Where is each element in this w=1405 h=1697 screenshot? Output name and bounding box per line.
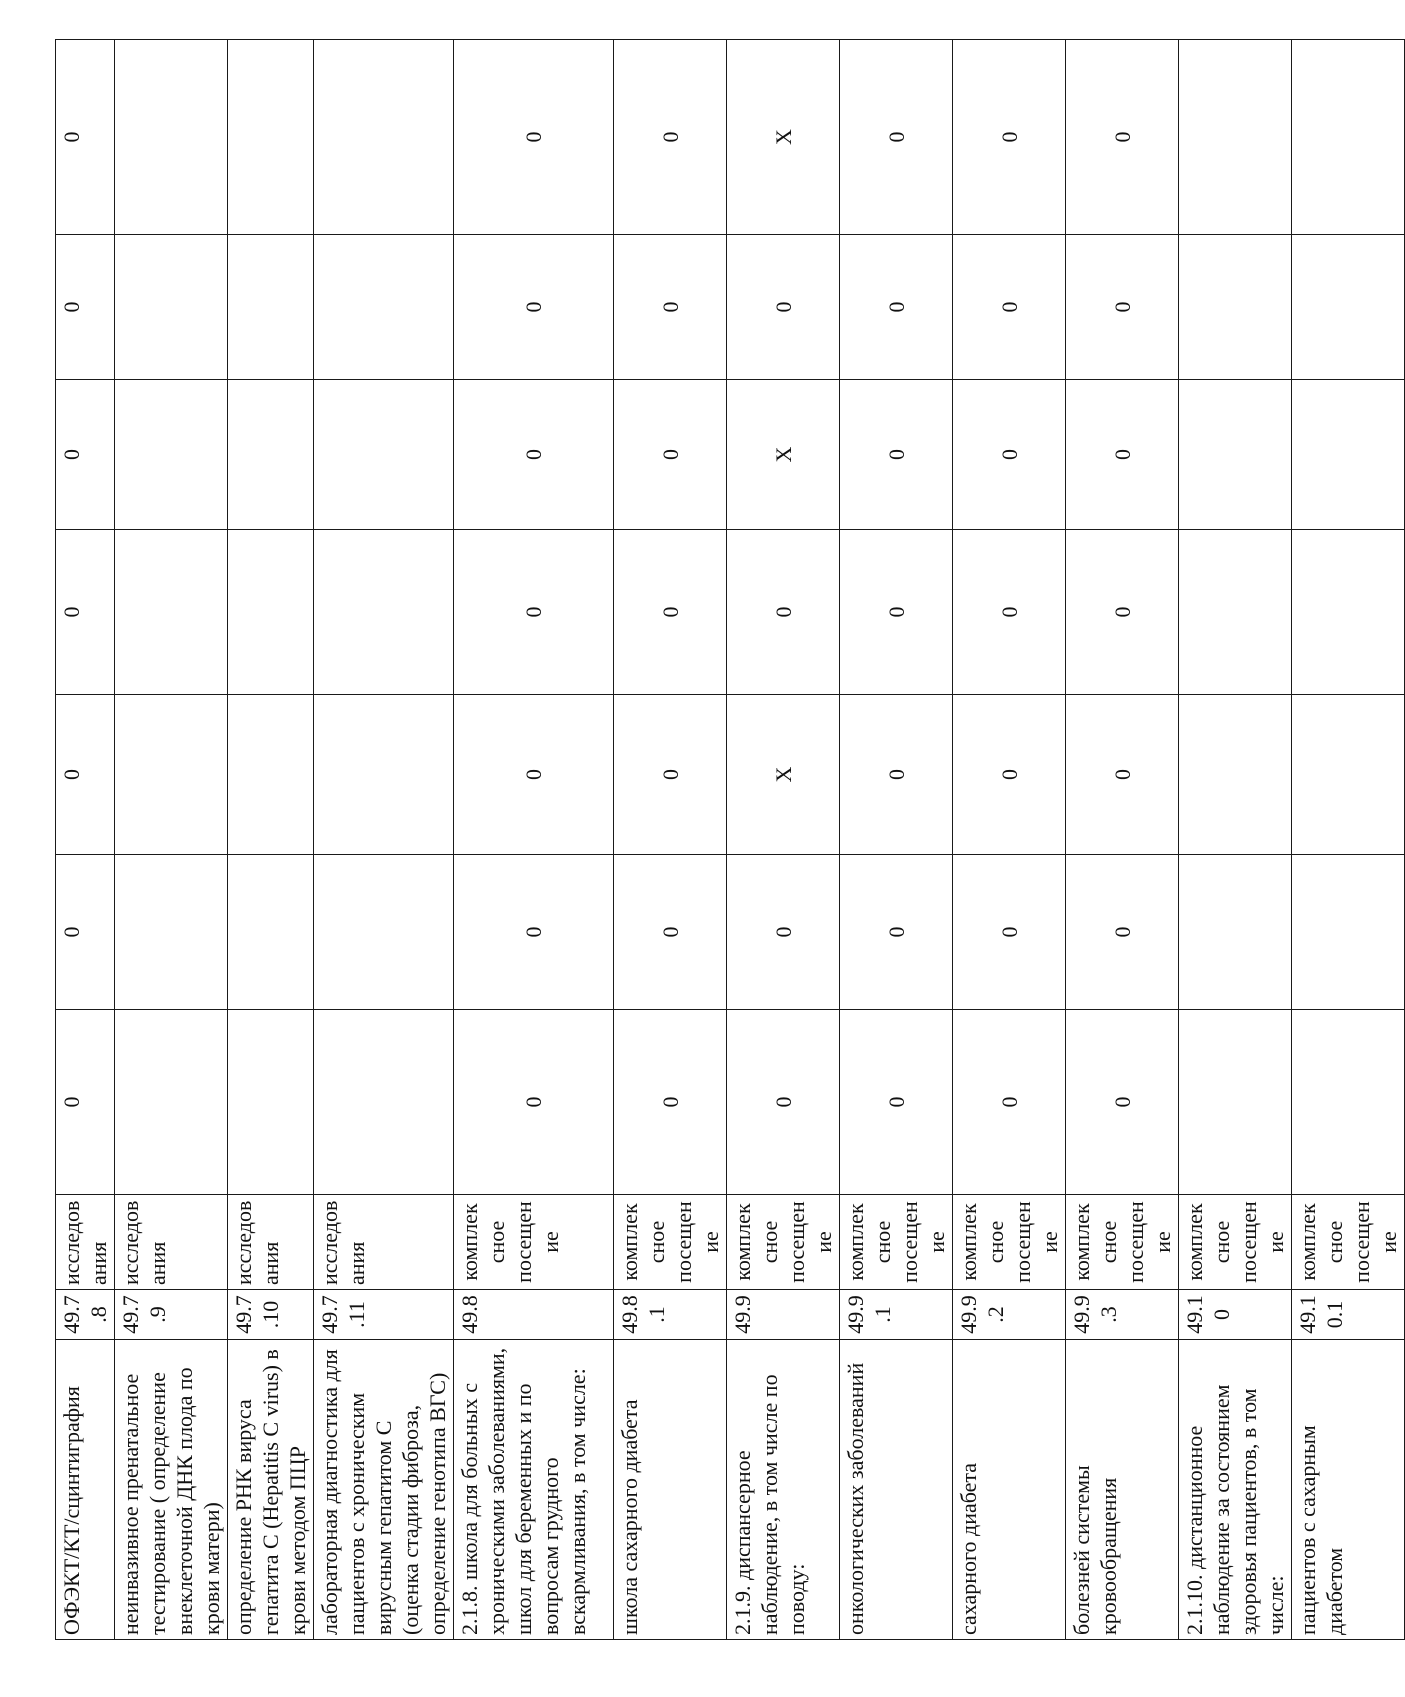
value-cell: 0: [454, 1010, 614, 1195]
value-cell: [1179, 855, 1292, 1010]
value-cell: [228, 530, 314, 695]
table-row: [228, 40, 314, 1640]
value-cell: [1292, 380, 1405, 530]
table-row: [1179, 40, 1292, 1640]
value-cell: 0: [840, 530, 953, 695]
value-cell: 0: [840, 380, 953, 530]
value-cell: 0: [727, 1010, 840, 1195]
value-cell: 0: [953, 855, 1066, 1010]
scanned-sheet: [55, 40, 1401, 1640]
value-cell: 0: [1066, 1010, 1179, 1195]
value-cell: 0: [953, 530, 1066, 695]
row-unit: исследования: [115, 1195, 228, 1290]
value-cell: [314, 530, 454, 695]
value-cell: 0: [1066, 530, 1179, 695]
table-row: [314, 40, 454, 1640]
value-cell: 0: [614, 530, 727, 695]
row-name: 2.1.10. дистанционное наблюдение за состоянием здоровья пациентов, в том числе:: [1179, 1340, 1292, 1640]
row-unit: комплексное посещение: [727, 1195, 840, 1290]
row-code: 49.9: [727, 1290, 840, 1340]
row-name: 2.1.9. диспансерное наблюдение, в том числе по поводу:: [727, 1340, 840, 1640]
value-cell: [314, 235, 454, 380]
row-unit: исследования: [314, 1195, 454, 1290]
value-cell: [1179, 530, 1292, 695]
value-cell: 0: [953, 235, 1066, 380]
value-cell: X: [727, 380, 840, 530]
row-unit: комплексное посещение: [840, 1195, 953, 1290]
value-cell: 0: [1066, 855, 1179, 1010]
table-row: [614, 40, 727, 1640]
value-cell: 0: [454, 235, 614, 380]
value-cell: 0: [454, 855, 614, 1010]
table-row: [1292, 40, 1405, 1640]
row-name: сахарного диабета: [953, 1340, 1066, 1640]
value-cell: 0: [1066, 40, 1179, 235]
row-code: 49.10.1: [1292, 1290, 1405, 1340]
value-cell: 0: [56, 855, 115, 1010]
value-cell: 0: [953, 695, 1066, 855]
value-cell: [115, 695, 228, 855]
value-cell: 0: [953, 1010, 1066, 1195]
table-row: [840, 40, 953, 1640]
row-unit: комплексное посещение: [1179, 1195, 1292, 1290]
value-cell: [115, 530, 228, 695]
row-name: определение РНК вируса гепатита С (Hepatitis C virus) в крови методом ПЦР: [228, 1340, 314, 1640]
table-row: [1066, 40, 1179, 1640]
value-cell: [1292, 855, 1405, 1010]
value-cell: [1292, 530, 1405, 695]
row-name: болезней системы кровообращения: [1066, 1340, 1179, 1640]
value-cell: X: [727, 40, 840, 235]
row-code: 49.9.2: [953, 1290, 1066, 1340]
value-cell: 0: [454, 40, 614, 235]
table-row: [115, 40, 228, 1640]
value-cell: 0: [614, 380, 727, 530]
value-cell: 0: [614, 1010, 727, 1195]
value-cell: 0: [56, 1010, 115, 1195]
value-cell: [1179, 1010, 1292, 1195]
value-cell: [314, 380, 454, 530]
value-cell: [115, 40, 228, 235]
row-unit: комплексное посещение: [953, 1195, 1066, 1290]
value-cell: 0: [1066, 235, 1179, 380]
value-cell: 0: [56, 695, 115, 855]
row-code: 49.10: [1179, 1290, 1292, 1340]
value-cell: 0: [614, 235, 727, 380]
value-cell: [228, 380, 314, 530]
value-cell: 0: [727, 855, 840, 1010]
row-unit: исследования: [56, 1195, 115, 1290]
value-cell: 0: [1066, 695, 1179, 855]
table-row: [727, 40, 840, 1640]
value-cell: [115, 380, 228, 530]
value-cell: 0: [454, 695, 614, 855]
value-cell: 0: [56, 380, 115, 530]
value-cell: 0: [840, 40, 953, 235]
value-cell: [1292, 1010, 1405, 1195]
row-name: лабораторная диагностика для пациентов с хроническим вирусным гепатитом С (оценка стадии фиброза, определение генотипа ВГС): [314, 1340, 454, 1640]
row-code: 49.8.1: [614, 1290, 727, 1340]
row-unit: комплексное посещение: [1292, 1195, 1405, 1290]
value-cell: 0: [953, 40, 1066, 235]
table-row: [56, 40, 115, 1640]
value-cell: 0: [454, 530, 614, 695]
row-code: 49.9.3: [1066, 1290, 1179, 1340]
value-cell: [314, 695, 454, 855]
value-cell: 0: [727, 530, 840, 695]
row-name: неинвазивное пренатальное тестирование ( определение внеклеточной ДНК плода по крови матери): [115, 1340, 228, 1640]
row-name: ОФЭКТ/КТ/сцинтиграфия: [56, 1340, 115, 1640]
value-cell: 0: [1066, 380, 1179, 530]
value-cell: 0: [840, 695, 953, 855]
value-cell: [314, 855, 454, 1010]
value-cell: [228, 855, 314, 1010]
value-cell: [228, 1010, 314, 1195]
value-cell: 0: [840, 235, 953, 380]
row-code: 49.7.9: [115, 1290, 228, 1340]
value-cell: [1179, 695, 1292, 855]
row-code: 49.7.11: [314, 1290, 454, 1340]
row-name: онкологических заболеваний: [840, 1340, 953, 1640]
value-cell: 0: [454, 380, 614, 530]
value-cell: 0: [953, 380, 1066, 530]
row-code: 49.8: [454, 1290, 614, 1340]
row-name: 2.1.8. школа для больных с хроническими заболеваниями, школ для беременных и по вопросам грудного вскармливания, в том числе:: [454, 1340, 614, 1640]
value-cell: [115, 1010, 228, 1195]
value-cell: 0: [614, 40, 727, 235]
value-cell: 0: [56, 235, 115, 380]
value-cell: [228, 40, 314, 235]
value-cell: X: [727, 695, 840, 855]
value-cell: 0: [727, 235, 840, 380]
row-unit: комплексное посещение: [614, 1195, 727, 1290]
value-cell: 0: [840, 855, 953, 1010]
value-cell: [1292, 695, 1405, 855]
value-cell: [1179, 235, 1292, 380]
data-table: [55, 39, 1405, 1640]
row-code: 49.9.1: [840, 1290, 953, 1340]
row-code: 49.7.10: [228, 1290, 314, 1340]
value-cell: 0: [56, 530, 115, 695]
value-cell: [228, 695, 314, 855]
row-name: школа сахарного диабета: [614, 1340, 727, 1640]
value-cell: [314, 1010, 454, 1195]
table-row: [953, 40, 1066, 1640]
value-cell: 0: [614, 695, 727, 855]
value-cell: [1179, 40, 1292, 235]
row-unit: исследования: [228, 1195, 314, 1290]
value-cell: 0: [614, 855, 727, 1010]
row-unit: комплексное посещение: [1066, 1195, 1179, 1290]
value-cell: [1292, 40, 1405, 235]
row-unit: комплексное посещение: [454, 1195, 614, 1290]
value-cell: [228, 235, 314, 380]
value-cell: [1179, 380, 1292, 530]
value-cell: [115, 855, 228, 1010]
row-code: 49.7.8: [56, 1290, 115, 1340]
value-cell: 0: [840, 1010, 953, 1195]
value-cell: 0: [56, 40, 115, 235]
value-cell: [1292, 235, 1405, 380]
value-cell: [314, 40, 454, 235]
value-cell: [115, 235, 228, 380]
row-name: пациентов с сахарным диабетом: [1292, 1340, 1405, 1640]
table-row: [454, 40, 614, 1640]
